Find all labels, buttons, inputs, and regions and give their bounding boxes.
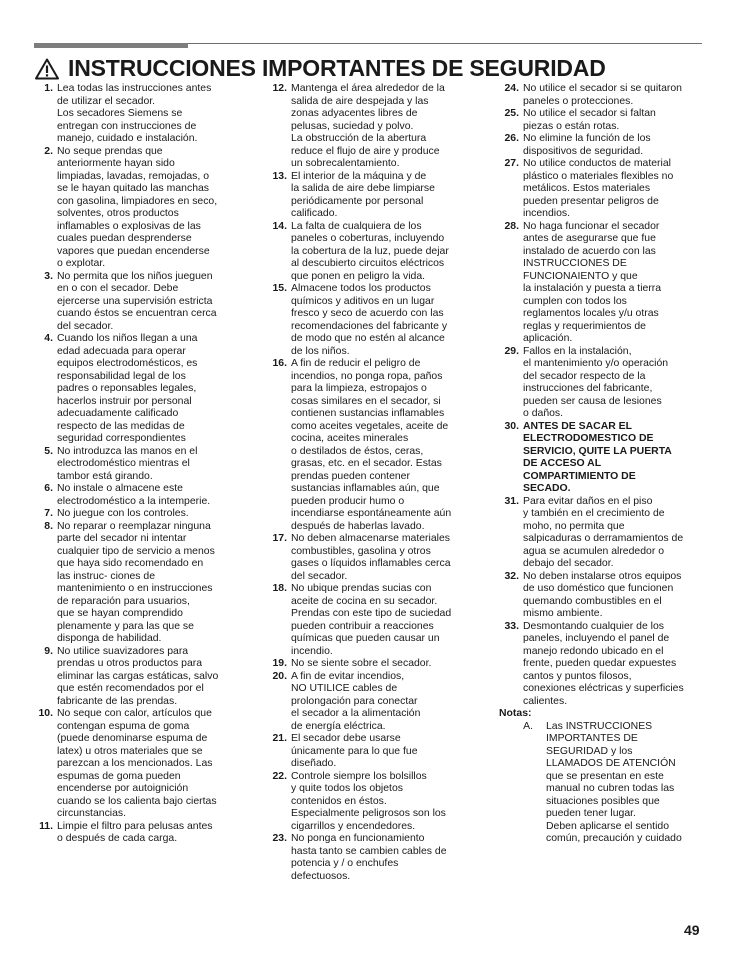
item-text: Lea todas las instrucciones antes de utilizar el secador. Los secadores Siemens se entregan con instrucciones de manejo, cuidado e instalación. <box>57 83 212 144</box>
safety-instruction-item <box>30 146 245 271</box>
safety-instruction-item <box>264 83 476 171</box>
item-number: 28. <box>504 220 519 232</box>
item-text: Cuando los niños llegan a una edad adecuada para operar equipos electrodomésticos, es responsabilidad legal de los padres o reponsables legales, hacerlos instruir por personal adecuadamente calificado respecto de las medidas de seguridad correspondientes <box>57 333 198 444</box>
item-number: 33. <box>504 620 519 632</box>
item-number: 8. <box>44 520 53 532</box>
safety-instruction-item <box>30 83 245 146</box>
safety-instruction-item <box>30 521 245 646</box>
item-text: El secador debe usarse únicamente para lo que fue diseñado. <box>291 733 418 769</box>
item-text: No seque prendas que anteriormente hayan sido limpiadas, lavadas, remojadas, o se le hayan quitado las manchas con gasolina, limpiadores en seco, solventes, otros productos inflamables o explosivas de las cuales puedan desprenderse vapores que puedan encenderse o explotar. <box>57 145 218 269</box>
warning-triangle-icon <box>34 57 60 81</box>
page-title <box>34 55 714 82</box>
item-number: 26. <box>504 133 519 144</box>
column-1 <box>30 83 245 846</box>
item-text: No seque con calor, artículos que contengan espuma de goma (puede denominarse espuma de latex) u otros materiales que se parezcan a los mencionados. Las espumas de goma pueden encenderse por autoignición cuando se los calienta bajo ciertas circunstancias. <box>57 708 217 819</box>
item-number: 5. <box>44 445 53 457</box>
item-text: No juegue con los controles. <box>57 508 189 519</box>
note-text: Las INSTRUCCIONES IMPORTANTES DE SEGURIDAD y los LLAMADOS DE ATENCIÓN que se presentan en este manual no cubren todas las situaciones posibles que pueden tener lugar. Deben aplicarse el sentido común, precaución y cuidado <box>546 720 682 844</box>
safety-instruction-item <box>30 333 245 446</box>
safety-instruction-item <box>496 133 710 158</box>
safety-instruction-item <box>264 733 476 771</box>
safety-instruction-item <box>30 271 245 334</box>
notes-list <box>496 721 710 846</box>
safety-instruction-item <box>264 658 476 671</box>
item-number: 11. <box>39 820 53 832</box>
safety-instruction-item <box>264 221 476 284</box>
safety-instruction-item <box>496 83 710 108</box>
item-number: 20. <box>272 670 287 682</box>
safety-instruction-item <box>496 571 710 621</box>
item-number: 32. <box>504 570 519 582</box>
item-text: Para evitar daños en el piso y también en el crecimiento de moho, no permita que salpicaduras o derramamientos de agua se acumulen alrededor o debajo del secador. <box>523 495 684 569</box>
item-number: 31. <box>504 495 519 507</box>
item-number: 1. <box>44 83 53 94</box>
item-number: 4. <box>44 333 53 344</box>
safety-instruction-item <box>496 221 710 346</box>
page-title-text: INSTRUCCIONES IMPORTANTES DE SEGURIDAD <box>68 55 606 81</box>
item-text: El interior de la máquina y de la salida de aire debe limpiarse periódicamente por personal calificado. <box>291 170 435 219</box>
item-number: 21. <box>272 733 287 744</box>
safety-instruction-item <box>30 646 245 709</box>
safety-instruction-item <box>496 108 710 133</box>
safety-instruction-item <box>264 171 476 221</box>
item-text: Controle siempre los bolsillos y quite todos los objetos contenidos en éstos. Especialmente peligrosos son los cigarrillos y encendedores. <box>291 770 446 832</box>
item-text: ANTES DE SACAR EL ELECTRODOMESTICO DE SERVICIO, QUITE LA PUERTA DE ACCESO AL COMPARTIMIENTO DE SECADO. <box>523 420 672 494</box>
item-text: No se siente sobre el secador. <box>291 658 432 669</box>
item-text: No instale o almacene este electrodoméstico a la intemperie. <box>57 483 211 507</box>
item-text: Limpie el filtro para pelusas antes o después de cada carga. <box>57 820 213 844</box>
safety-instruction-item <box>264 671 476 734</box>
item-text: No reparar o reemplazar ninguna parte del secador ni intentar cualquier tipo de servicio a menos que haya sido recomendado en las instruc- ciones de mantenimiento o en instrucciones de reparación para usuarios, que se hayan comprendido plenamente y para las que se disponga de habilidad. <box>57 520 215 644</box>
item-number: 24. <box>504 83 519 94</box>
item-text: No haga funcionar el secador antes de asegurarse que fue instalado de acuerdo con las INSTRUCCIONES DE FUNCIONAIENTO y que la instalación y puesta a tierra cumplen con todos los reglamentos locales y/u otras reglas y requerimientos de aplicación. <box>523 220 662 344</box>
safety-instruction-item <box>30 508 245 521</box>
item-number: 27. <box>504 158 519 169</box>
item-text: Mantenga el área alrededor de la salida de aire despejada y las zonas adyacentes libres de pelusas, suciedad y polvo. La obstrucción de la abertura reduce el flujo de aire y produce un sobrecalentamiento. <box>291 83 445 169</box>
item-text: Almacene todos los productos químicos y aditivos en un lugar fresco y seco de acuerdo con las recomendaciones del fabricante y de modo que no estén al alcance de los niños. <box>291 283 448 357</box>
safety-instruction-item <box>264 833 476 883</box>
note-item <box>496 721 710 846</box>
note-letter: A. <box>523 720 533 732</box>
item-text: A fin de reducir el peligro de incendios, no ponga ropa, paños para la limpieza, estropajos o cosas similares en el secador, si contienen sustancias inflamables como aceites vegetales, aceite de cocina, aceites minerales o destilados de éstos, ceras, grasas, etc. en el secador. Estas prendas pueden contener sustancias inflamables aún, que pueden producir humo o incendiarse espontáneamente aún después de haberlas lavado. <box>291 358 452 532</box>
safety-instruction-item <box>496 346 710 421</box>
item-text: No deben instalarse otros equipos de uso doméstico que funcionen quemando combustibles en el mismo ambiente. <box>523 570 682 619</box>
item-text: No elimine la función de los dispositivos de seguridad. <box>523 133 651 157</box>
safety-instruction-item <box>264 583 476 658</box>
item-number: 6. <box>44 483 53 494</box>
safety-instruction-item <box>496 496 710 571</box>
safety-instruction-item <box>264 533 476 583</box>
column-2 <box>264 83 476 883</box>
item-text: No introduzca las manos en el electrodoméstico mientras el tambor está girando. <box>57 445 198 482</box>
item-text: No utilice el secador si se quitaron paneles o protecciones. <box>523 83 682 107</box>
column-3 <box>496 83 710 846</box>
item-number: 3. <box>44 270 53 282</box>
item-number: 17. <box>272 533 287 544</box>
safety-instruction-item <box>264 771 476 834</box>
item-number: 16. <box>272 358 287 369</box>
item-number: 13. <box>272 170 287 182</box>
item-text: La falta de cualquiera de los paneles o coberturas, incluyendo la cobertura de la luz, puede dejar al descubierto circuitos eléctricos que ponen en peligro la vida. <box>291 220 449 282</box>
item-number: 10. <box>38 708 53 719</box>
item-number: 30. <box>504 420 519 432</box>
item-text: No permita que los niños jueguen en o con el secador. Debe ejercerse una supervisión estricta cuando éstos se encuentran cerca del secador. <box>57 270 217 332</box>
item-number: 25. <box>504 108 519 119</box>
item-text: No deben almacenarse materiales combustibles, gasolina y otros gases o líquidos inflamables cerca del secador. <box>291 533 451 582</box>
item-number: 18. <box>272 583 287 594</box>
item-text: A fin de evitar incendios, NO UTILICE cables de prolongación para conectar el secador a la alimentación de energía eléctrica. <box>291 670 421 732</box>
item-text: No ubique prendas sucias con aceite de cocina en su secador. Prendas con este tipo de suciedad pueden contribuir a reacciones químicas que pueden causar un incendio. <box>291 583 452 657</box>
item-text: No utilice suavizadores para prendas u otros productos para eliminar las cargas estáticas, salvo que estén recomendados por el fabricante de las prendas. <box>57 645 219 707</box>
safety-instruction-item <box>30 708 245 821</box>
item-number: 7. <box>44 508 53 519</box>
safety-instruction-item <box>496 421 710 496</box>
notes-heading: Notas: <box>499 708 532 719</box>
item-text: No utilice el secador si faltan piezas o están rotas. <box>523 108 656 132</box>
safety-instruction-item <box>30 483 245 508</box>
item-number: 19. <box>272 658 287 669</box>
item-number: 12. <box>272 83 287 94</box>
item-text: No utilice conductos de material plástico o materiales flexibles no metálicos. Estos materiales pueden presentar peligros de incendios. <box>523 158 674 219</box>
item-number: 14. <box>272 220 287 232</box>
item-number: 22. <box>272 770 287 782</box>
safety-instruction-item <box>30 446 245 484</box>
item-number: 23. <box>272 833 287 844</box>
safety-instruction-item <box>496 621 710 709</box>
safety-instruction-item <box>264 358 476 533</box>
item-number: 15. <box>272 283 287 294</box>
header-accent-bar <box>34 43 188 48</box>
item-number: 9. <box>44 645 53 657</box>
item-text: Fallos en la instalación, el mantenimiento y/o operación del secador respecto de la instrucciones del fabricante, pueden ser causa de lesiones o daños. <box>523 345 669 419</box>
item-text: Desmontando cualquier de los paneles, incluyendo el panel de manejo redondo ubicado en el frente, pueden quedar expuestes cantos y puntos filosos, conexiones eléctricas y superficies calientes. <box>523 620 684 707</box>
safety-instruction-item <box>264 283 476 358</box>
item-number: 29. <box>504 345 519 357</box>
page-number: 49 <box>684 922 700 938</box>
item-text: No ponga en funcionamiento hasta tanto se cambien cables de potencia y / o enchufes defectuosos. <box>291 833 447 882</box>
item-number: 2. <box>44 145 53 157</box>
safety-instruction-item <box>30 821 245 846</box>
safety-instruction-item <box>496 158 710 221</box>
